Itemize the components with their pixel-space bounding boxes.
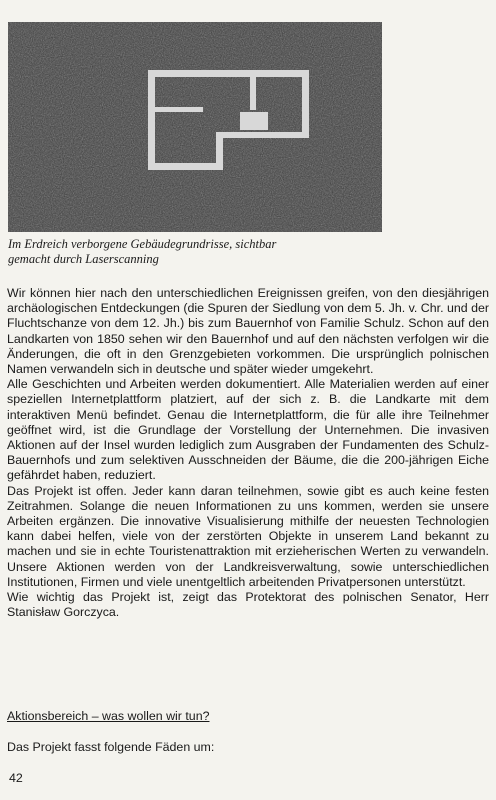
scan-image-graphic — [8, 22, 382, 232]
section-heading: Aktionsbereich – was wollen wir tun? — [7, 709, 210, 723]
lead-in-text: Das Projekt fasst folgende Fäden um: — [7, 740, 215, 754]
figure-caption — [8, 237, 388, 267]
paragraph-1: Wir können hier nach den unterschiedlichen Ereignissen greifen, von den diesjährigen archäologischen Entdeckungen (die Spuren der Siedlung von dem 5. Jh. v. Chr. und der Fluchtschanze von dem 12. Jh.) bis zum Bauernhof von Familie Schulz. Schon auf den Landkarten von 1850 sehen wir den Bauernhof und auf den nächsten verfolgen wir die Änderungen, die oft in den Grenzgebieten vorkommen. Die ursprünglich polnischen Namen verwandeln sich in deutsche und später wieder umgekehrt. — [7, 286, 489, 377]
laser-scan-photo — [8, 22, 382, 232]
page-number: 42 — [9, 771, 23, 785]
paragraph-4: Wie wichtig das Projekt ist, zeigt das Protektorat des polnischen Senator, Herr Stanisław Gorczyca. — [7, 590, 489, 620]
caption-line-2: gemacht durch Laserscanning — [8, 252, 159, 266]
body-text — [7, 286, 489, 620]
paragraph-2: Alle Geschichten und Arbeiten werden dokumentiert. Alle Materialien werden auf einer speziellen Internetplattform platziert, auf der sich z. B. die Landkarte mit dem interaktiven Menü befindet. Genau die Internetplattform, die für alle ihre Teilnehmer geöffnet wird, ist die Grundlage der Vorstellung der Unternehmen. Die invasiven Aktionen auf der Insel wurden lediglich zum Ausgraben der Fundamenten des Schulz-Bauernhofs und zum selektiven Ausschneiden der Bäume, die die 200-jährigen Eiche gefährdet haben, reduziert. — [7, 377, 489, 483]
paragraph-3: Das Projekt ist offen. Jeder kann daran teilnehmen, sowie gibt es auch keine festen Zeitrahmen. Solange die neuen Informationen zu uns kommen, werden sie unsere Arbeiten ergänzen. Die innovative Visualisierung mithilfe der neuesten Technologien kann dabei helfen, viele von der zerstörten Objekte in unserem Land bekannt zu machen und sie in echte Touristenattraktion mit erzieherischen Werten zu verwandeln. Unsere Aktionen werden von der Landkreisverwaltung, sowie unterschiedlichen Institutionen, Firmen und viele unentgeltlich arbeitenden Privatpersonen unterstützt. — [7, 483, 489, 589]
caption-line-1: Im Erdreich verborgene Gebäudegrundrisse, sichtbar — [8, 237, 277, 251]
